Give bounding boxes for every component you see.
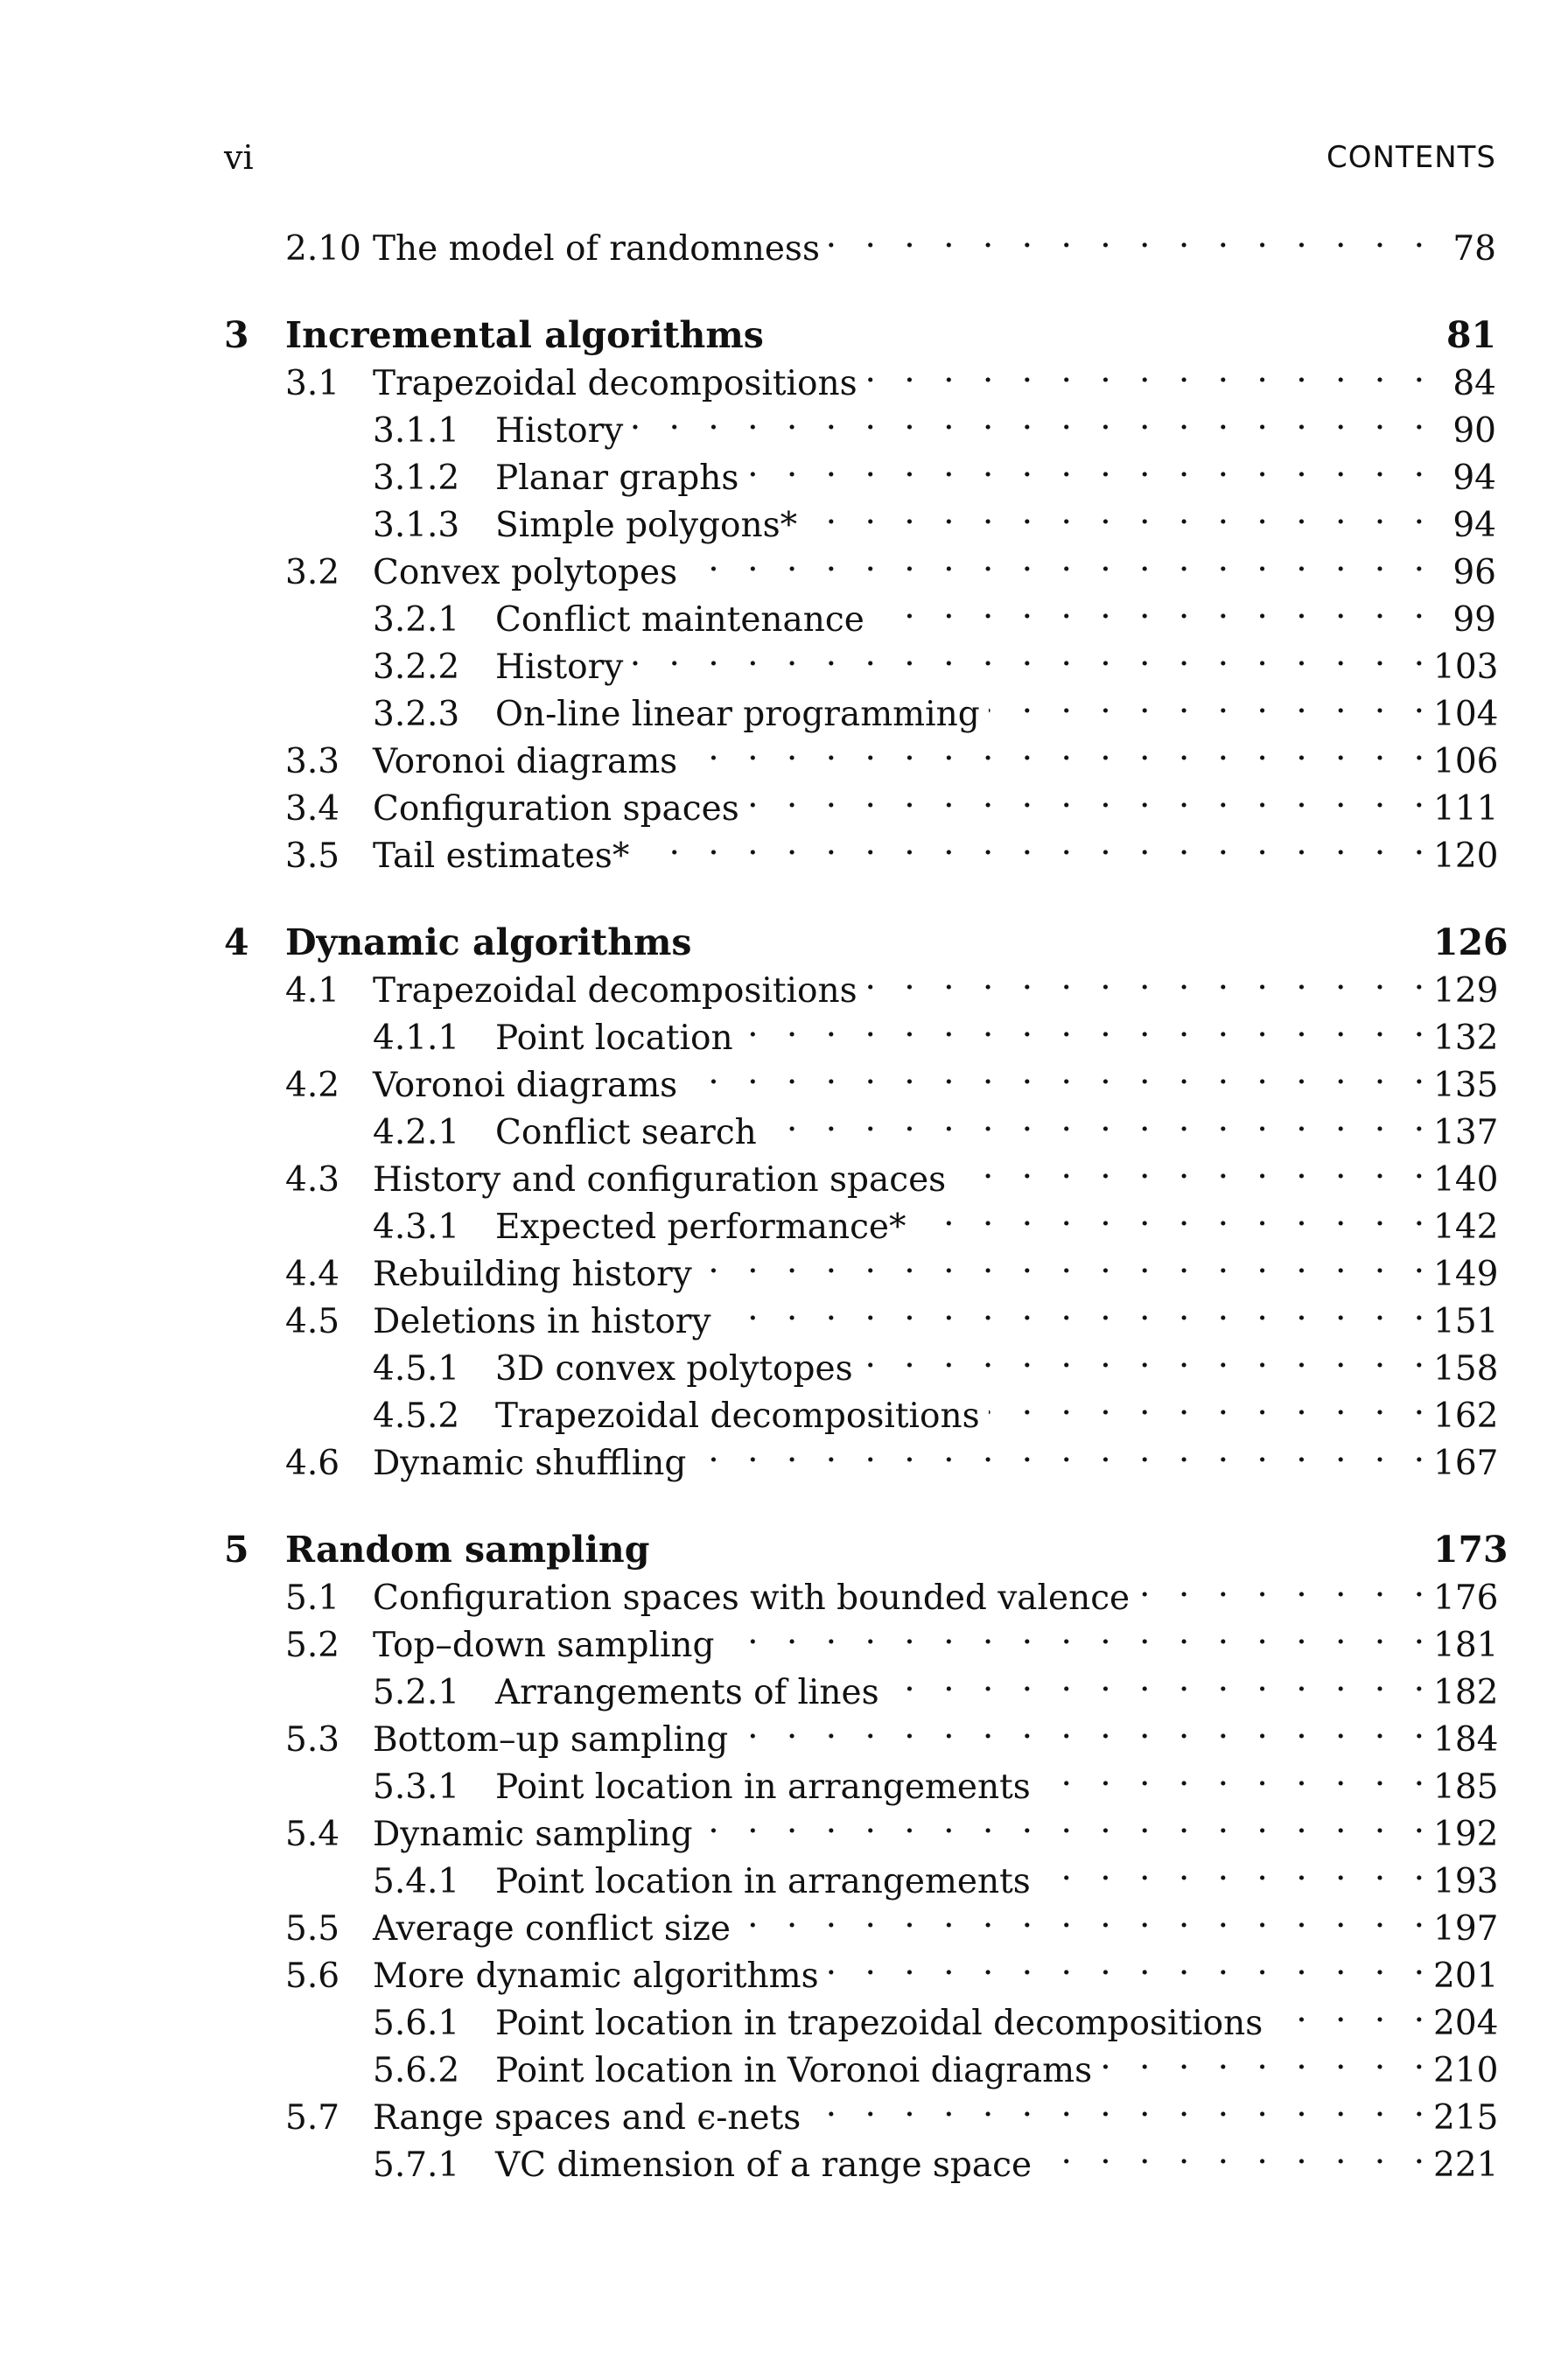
toc-entry-page: 221 <box>1433 2142 1496 2189</box>
toc-entry-number: 5.7 <box>285 2098 340 2138</box>
toc-entry-title: History <box>495 644 632 691</box>
toc-subsection-row <box>224 442 1496 498</box>
toc-entry-number: 5.6.1 <box>373 2004 460 2043</box>
toc-entry-title: More dynamic algorithms <box>373 1953 828 2000</box>
toc-entry-title: History <box>495 408 632 455</box>
dot-leader <box>773 300 1433 347</box>
toc-entry-page: 106 <box>1433 738 1496 786</box>
toc-section-row <box>224 536 1496 592</box>
toc-entry-title: Dynamic sampling <box>373 1811 702 1858</box>
toc-entry-title: Simple polygons* <box>495 502 806 550</box>
toc-entry-page: 182 <box>1433 1670 1496 1717</box>
toc-entry-page: 192 <box>1433 1811 1496 1858</box>
dot-leader <box>955 1144 1433 1191</box>
toc-entry-title: History and configuration spaces <box>373 1157 955 1204</box>
toc-entry-title: Convex polytopes <box>373 550 686 597</box>
dot-leader <box>1040 1845 1433 1893</box>
toc-entry-number: 5.7.1 <box>373 2146 460 2185</box>
toc-chapter-row <box>224 300 1496 356</box>
toc-entry-title: Deletions in history <box>373 1298 719 1346</box>
toc-entry-number: 4.5.1 <box>373 1349 460 1389</box>
toc-entry-title: Trapezoidal decompositions <box>373 968 866 1015</box>
toc-entry-number: 4.5 <box>285 1302 340 1341</box>
toc-entry-page: 78 <box>1433 226 1496 273</box>
dot-leader <box>1271 1987 1433 2034</box>
toc-entry-number: 5.5 <box>285 1909 340 1949</box>
toc-entry-page: 181 <box>1433 1622 1496 1670</box>
toc-entry-title: Point location <box>495 1015 742 1062</box>
dot-leader <box>806 489 1433 536</box>
toc-entry-number: 3.2.2 <box>373 648 460 687</box>
toc-entry-number: 3.2.3 <box>373 695 460 734</box>
toc-entry-title: Trapezoidal decompositions <box>495 1393 989 1440</box>
toc-entry-number: 5.3.1 <box>373 1768 460 1807</box>
toc-entry-page: 120 <box>1433 833 1496 880</box>
dot-leader <box>658 1515 1433 1562</box>
toc-entry-number: 3.1.2 <box>373 458 460 498</box>
toc-entry-page: 210 <box>1433 2048 1496 2095</box>
toc-entry-title: Rebuilding history <box>373 1251 701 1298</box>
toc-entry-number: 5.4 <box>285 1815 340 1854</box>
toc-entry-title: Average conflict size <box>373 1906 739 1953</box>
toc-entry-page: 149 <box>1433 1251 1496 1298</box>
toc-section-row <box>224 1049 1499 1105</box>
toc-entry-title: Range spaces and ϵ-nets <box>373 2095 809 2142</box>
toc-entry-title: Arrangements of lines <box>495 1670 888 1717</box>
toc-entry-number: 3.1.1 <box>373 411 460 451</box>
toc-entry-page: 135 <box>1433 1062 1496 1110</box>
dot-leader <box>719 1285 1433 1333</box>
toc-entry-number: 5.6.2 <box>373 2051 460 2090</box>
toc-entry-number: 5.4.1 <box>373 1862 460 1901</box>
toc-entry-page: 140 <box>1433 1157 1496 1204</box>
dot-leader <box>638 820 1433 867</box>
toc-entry-number: 3.2 <box>285 553 340 592</box>
toc-entry-page: 193 <box>1433 1858 1496 1906</box>
toc-entry-page: 173 <box>1433 1526 1496 1573</box>
toc-entry-page: 158 <box>1433 1346 1496 1393</box>
dot-leader <box>1040 2129 1433 2176</box>
toc-entry-page: 151 <box>1433 1298 1496 1346</box>
toc-entry-page: 94 <box>1433 502 1496 550</box>
toc-entry-title: Dynamic shuffling <box>373 1440 695 1488</box>
toc-entry-number: 5.3 <box>285 1720 340 1760</box>
toc-entry-page: 96 <box>1433 550 1496 597</box>
toc-entry-title: On-line linear programming <box>495 691 989 738</box>
toc-entry-number: 5.1 <box>285 1578 340 1618</box>
dot-leader <box>686 1049 1433 1096</box>
toc-entry-number: 2.10 <box>285 229 361 269</box>
dot-leader <box>989 678 1433 725</box>
toc-entry-title: Point location in trapezoidal decompositions <box>495 2000 1271 2048</box>
toc-entry-number: 4.1.1 <box>373 1018 460 1058</box>
toc-entry-title: The model of randomness <box>373 226 829 273</box>
toc-entry-page: 167 <box>1433 1440 1496 1488</box>
toc-entry-title: Configuration spaces with bounded valence <box>373 1575 1138 1622</box>
toc-entry-title: 3D convex polytopes <box>495 1346 862 1393</box>
toc-entry-title: Planar graphs <box>495 455 747 502</box>
toc-entry-page: 162 <box>1433 1393 1496 1440</box>
toc-entry-page: 137 <box>1433 1110 1496 1157</box>
toc-entry-page: 129 <box>1433 968 1496 1015</box>
toc-entry-number: 5.2.1 <box>373 1673 460 1712</box>
toc-entry-title: VC dimension of a range space <box>495 2142 1040 2189</box>
dot-leader <box>915 1191 1434 1238</box>
toc-entry-page: 99 <box>1433 597 1496 644</box>
dot-leader <box>862 1333 1433 1380</box>
toc-entry-number: 5.2 <box>285 1626 340 1665</box>
toc-entry-title: Conflict maintenance <box>495 597 873 644</box>
toc-entry-number: 4.6 <box>285 1444 340 1483</box>
toc-entry-title: Point location in arrangements <box>495 1764 1040 1811</box>
toc-entry-number: 4.4 <box>285 1255 340 1294</box>
toc-entry-number: 3.1 <box>285 364 340 403</box>
dot-leader <box>828 1940 1433 1987</box>
toc-entry-page: 201 <box>1433 1953 1496 2000</box>
toc-entry-number: 4.3 <box>285 1160 340 1200</box>
toc-entry-title: Trapezoidal decompositions <box>373 360 866 408</box>
toc-entry-page: 142 <box>1433 1204 1496 1251</box>
toc-entry-number: 4 <box>224 921 249 963</box>
dot-leader <box>747 442 1433 489</box>
dot-leader <box>1040 1751 1433 1798</box>
toc-entry-number: 3.3 <box>285 742 340 781</box>
toc-entry-title: Expected performance* <box>495 1204 915 1251</box>
toc-section-row <box>224 213 1496 269</box>
dot-leader <box>888 1656 1433 1704</box>
toc-entry-number: 3.5 <box>285 836 340 876</box>
toc-entry-number: 3.1.3 <box>373 506 460 545</box>
toc-entry-page: 90 <box>1433 408 1496 455</box>
toc-entry-page: 132 <box>1433 1015 1496 1062</box>
toc-entry-number: 4.1 <box>285 971 340 1011</box>
toc-entry-page: 84 <box>1433 360 1496 408</box>
toc-subsection-row <box>224 678 1499 734</box>
toc-entry-page: 176 <box>1433 1575 1496 1622</box>
toc-chapter-row <box>224 907 1508 963</box>
toc-entry-page: 215 <box>1433 2095 1496 2142</box>
toc-entry-page: 126 <box>1433 919 1496 966</box>
dot-leader <box>866 347 1433 395</box>
toc-entry-title: Configuration spaces <box>373 786 748 833</box>
page-number: vi <box>224 138 254 177</box>
dot-leader <box>701 907 1434 955</box>
table-of-contents <box>224 213 1508 2185</box>
toc-entry-page: 111 <box>1433 786 1496 833</box>
toc-entry-title: Top–down sampling <box>373 1622 724 1670</box>
toc-entry-number: 4.2.1 <box>373 1113 460 1152</box>
dot-leader <box>989 1380 1433 1427</box>
toc-entry-page: 197 <box>1433 1906 1496 1953</box>
dot-leader <box>866 955 1433 1002</box>
toc-section-row <box>224 1144 1499 1200</box>
toc-entry-number: 4.2 <box>285 1066 340 1105</box>
toc-entry-number: 4.3.1 <box>373 1208 460 1247</box>
toc-entry-title: Dynamic algorithms <box>285 919 701 966</box>
toc-entry-page: 103 <box>1433 644 1496 691</box>
toc-entry-title: Bottom–up sampling <box>373 1717 737 1764</box>
running-title: CONTENTS <box>1326 140 1496 175</box>
dot-leader <box>748 773 1433 820</box>
toc-chapter-row <box>224 1515 1508 1571</box>
toc-entry-title: Incremental algorithms <box>285 312 773 359</box>
toc-entry-page: 204 <box>1433 2000 1496 2048</box>
dot-leader <box>766 1096 1433 1144</box>
toc-entry-title: Point location in Voronoi diagrams <box>495 2048 1101 2095</box>
toc-entry-number: 3.2.1 <box>373 600 460 640</box>
running-head <box>224 138 1496 182</box>
toc-entry-page: 104 <box>1433 691 1496 738</box>
toc-entry-title: Voronoi diagrams <box>373 738 686 786</box>
dot-leader <box>829 213 1433 260</box>
toc-entry-title: Random sampling <box>285 1526 658 1573</box>
toc-entry-title: Conflict search <box>495 1110 766 1157</box>
toc-entry-number: 4.5.2 <box>373 1396 460 1436</box>
toc-entry-number: 3 <box>224 314 249 356</box>
dot-leader <box>1138 1562 1433 1609</box>
toc-entry-title: Tail estimates* <box>373 833 638 880</box>
toc-entry-title: Voronoi diagrams <box>373 1062 686 1110</box>
toc-subsection-row <box>224 489 1496 545</box>
toc-entry-page: 94 <box>1433 455 1496 502</box>
toc-entry-title: Point location in arrangements <box>495 1858 1040 1906</box>
toc-entry-page: 81 <box>1433 312 1496 359</box>
toc-entry-page: 185 <box>1433 1764 1496 1811</box>
toc-entry-number: 5 <box>224 1529 249 1571</box>
toc-entry-number: 5.6 <box>285 1956 340 1996</box>
dot-leader <box>873 584 1433 631</box>
toc-entry-page: 184 <box>1433 1717 1496 1764</box>
toc-entry-number: 3.4 <box>285 789 340 829</box>
